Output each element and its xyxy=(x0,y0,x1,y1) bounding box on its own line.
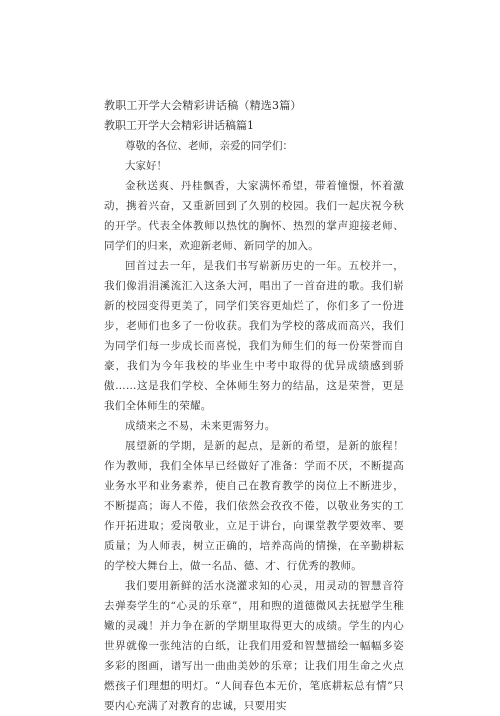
paragraph-1: 金秋送爽、丹桂飘香，大家满怀希望，带着憧憬，怀着激动，携着兴奋，又重新回到了久别的校园。我们一起庆祝今秋的开学。代表全体教师以热忱的胸怀、热烈的掌声迎接老师、同学们的归来，欢迎新老师、新同学的加入。 xyxy=(104,180,404,252)
paragraph-5: 我们要用新鲜的活水浇灌求知的心灵，用灵动的智慧音符去弹奏学生的“心灵的乐章”，用和煦的道德微风去抚慰学生稚嫩的灵魂！并力争在新的学期里取得更大的成绩。学生的内心世界就像一张纯洁的白纸，让我们用爱和智慧描绘一幅幅多姿多彩的图画，谱写出一曲曲美妙的乐章；让我们用生命之火点燃孩子们理想的明灯。“人间春色本无价，笔底耕耘总有情”只要内心充满了对教育的忠诚，只要用实 xyxy=(104,580,404,712)
salutation: 尊敬的各位、老师，亲爱的同学们： xyxy=(125,140,293,152)
section-heading: 教职工开学大会精彩讲话稿篇1 xyxy=(104,119,254,132)
document-page xyxy=(104,96,404,716)
greeting: 大家好！ xyxy=(125,160,167,172)
paragraph-3: 成绩来之不易，未来更需努力。 xyxy=(125,420,276,432)
paragraph-4: 展望新的学期，是新的起点，是新的希望，是新的旅程！作为教师，我们全体早已经做好了准备：学而不厌，不断提高业务水平和业务素养，使自己在教育教学的岗位上不断进步，不断提高；诲人不倦，我们依然会孜孜不倦，以敬业务实的工作开拓进取；爱岗敬业，立足于讲台，向课堂教学要效率、要质量；为人师表，树立正确的，培养高尚的情操，在辛勤耕耘的学校大舞台上，做一名品、德、才、行优秀的教师。 xyxy=(104,440,404,572)
document-title: 教职工开学大会精彩讲话稿（精选3篇） xyxy=(104,99,302,112)
paragraph-2: 回首过去一年，是我们书写崭新历史的一年。五校并一，我们像涓涓溪流汇入这条大河，唱出了一首奋进的歌。我们崭新的校园变得更美了，同学们笑容更灿烂了，你们多了一份进步，老师们也多了一份收获。我们为学校的落成而高兴，我们为同学们每一步成长而喜悦，我们为师生们的每一份荣誉而自豪，我们为今年我校的毕业生中考中取得的优异成绩感到骄傲……这是我们学校、全体师生努力的结晶，这是荣誉，更是我们全体师生的荣耀。 xyxy=(104,260,404,412)
